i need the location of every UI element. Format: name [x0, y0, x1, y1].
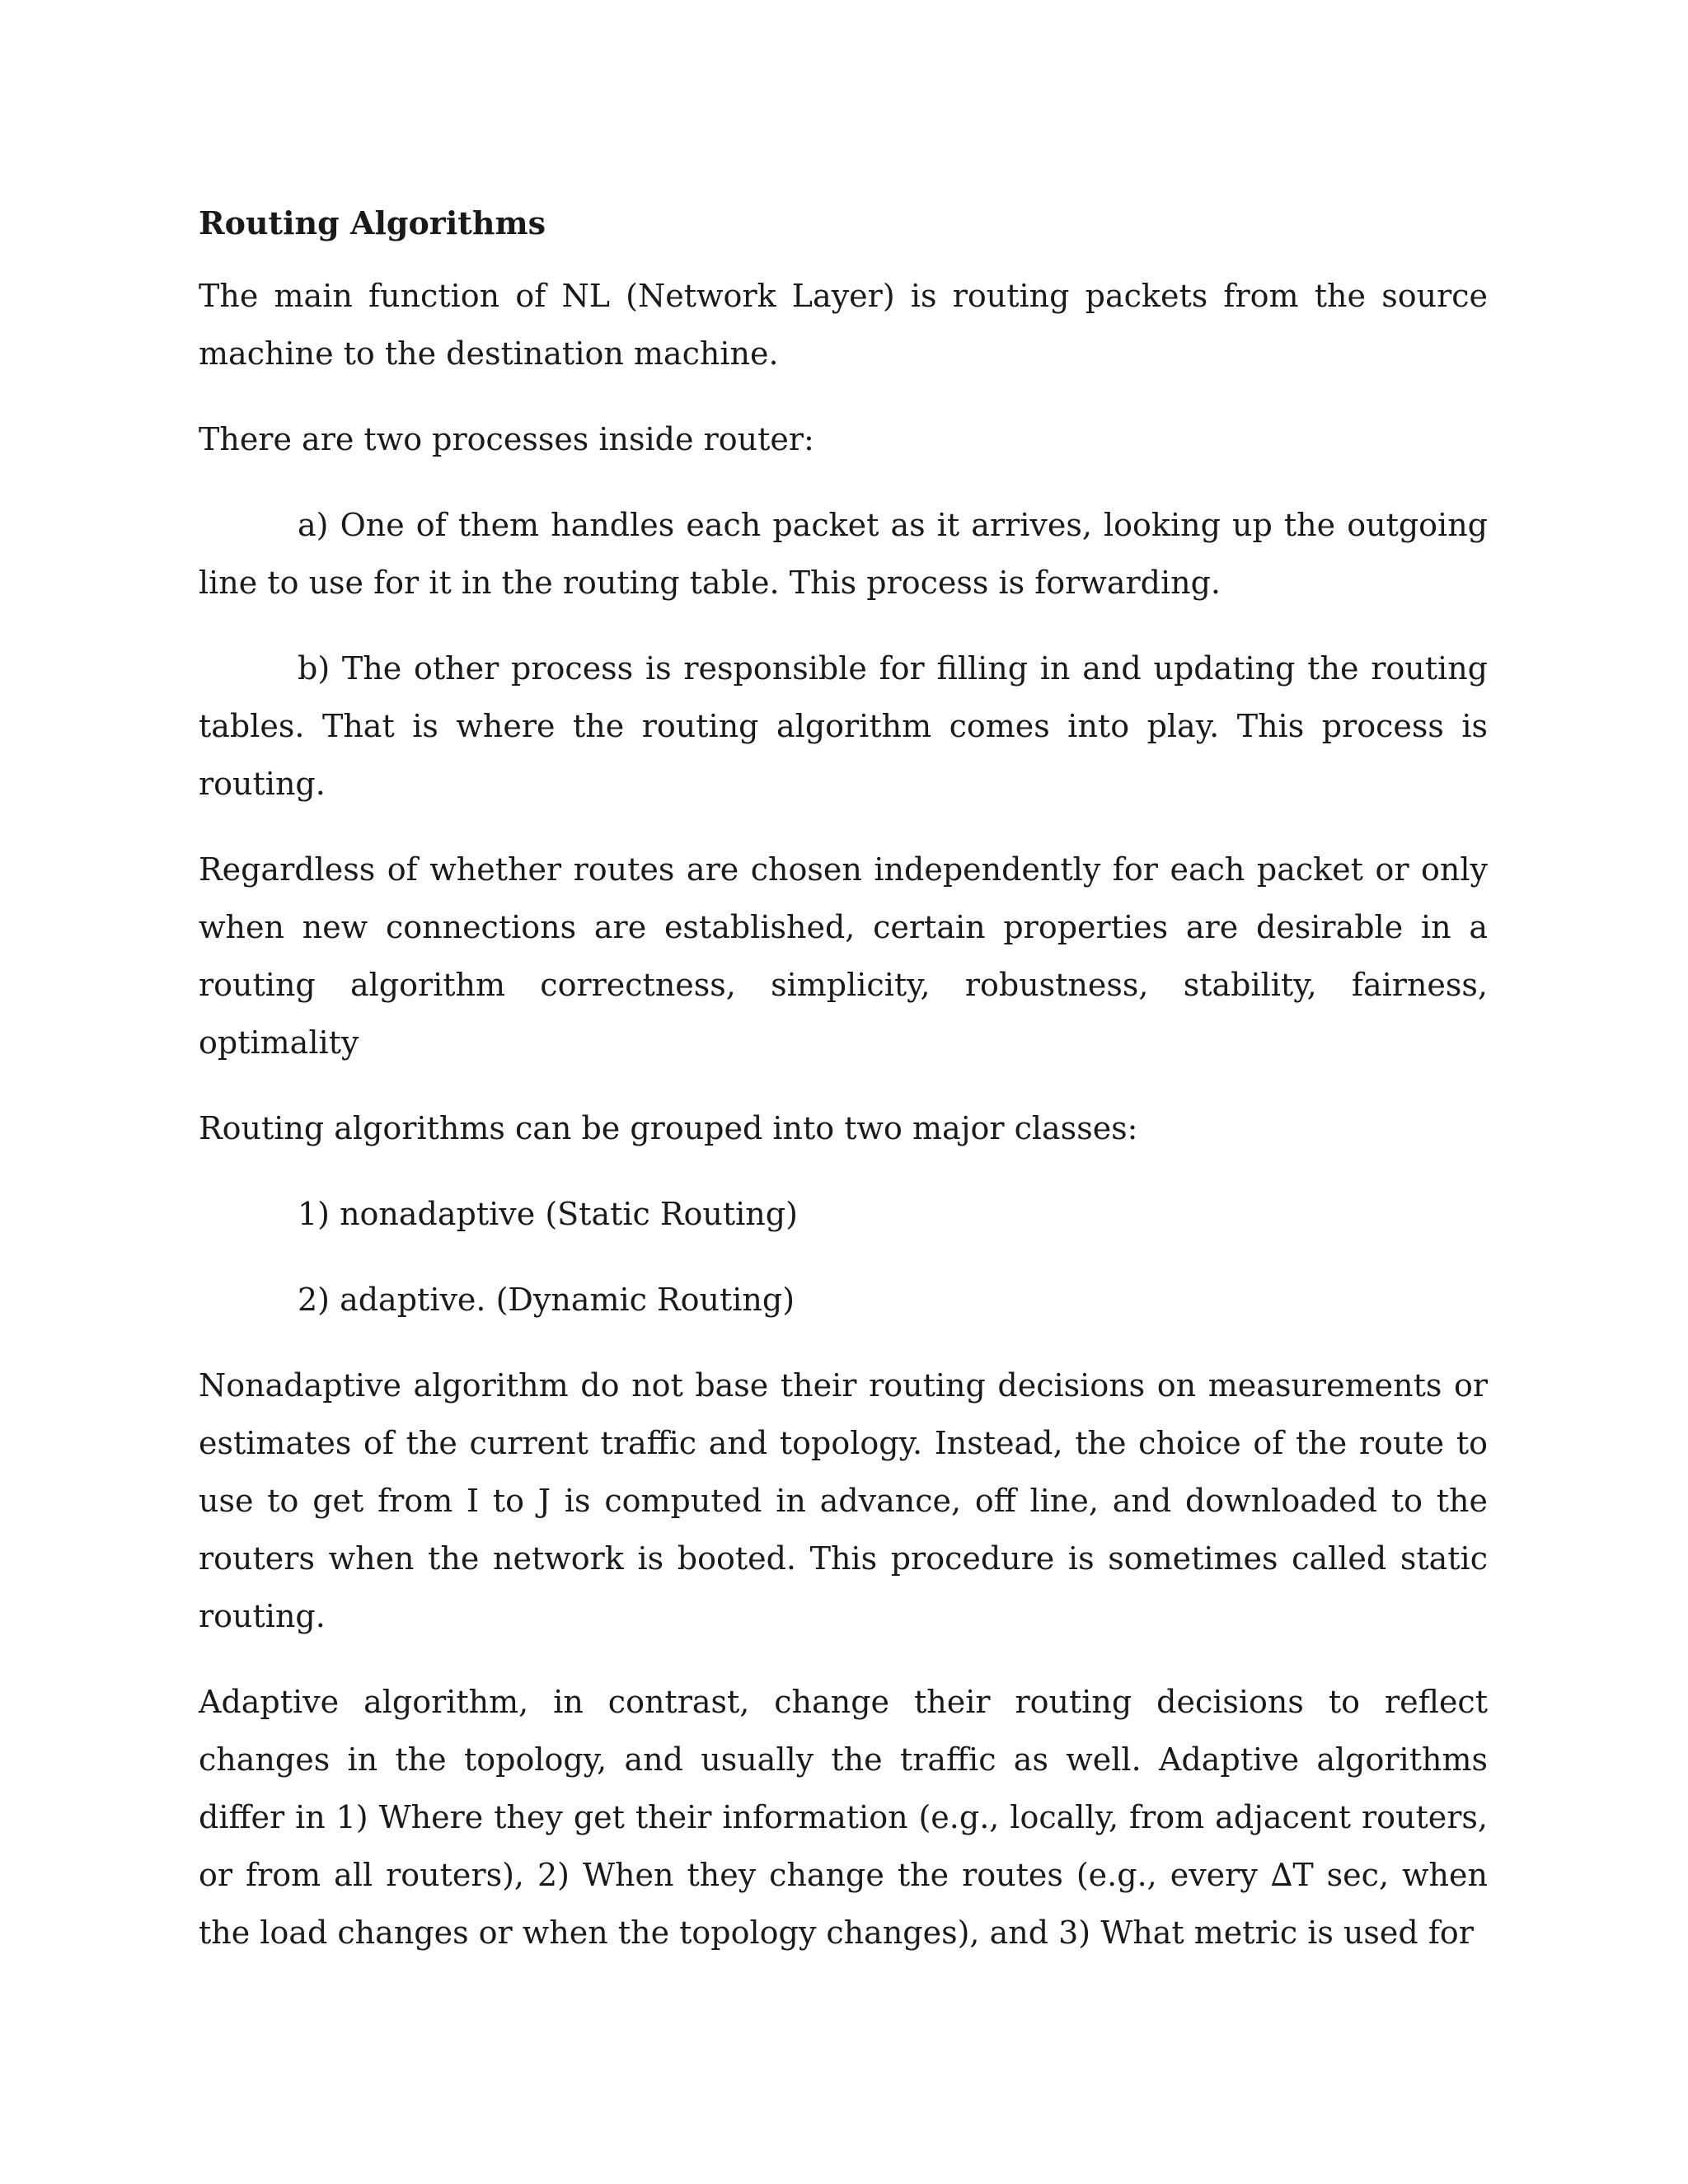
section-heading: Routing Algorithms — [199, 204, 546, 241]
paragraph-routing: b) The other process is responsible for filling in and updating the routing tables. That is where the routing algorithm comes into play. This process is routing. — [199, 650, 1488, 802]
paragraph-desirable-properties: Regardless of whether routes are chosen independently for each packet or only when new connections are established, certain properties are desirable in a routing algorithm correctness, simplicity, robustness, stability, fairness, optimality — [199, 851, 1488, 1061]
document-body — [199, 194, 1488, 1990]
paragraph-nonadaptive: Nonadaptive algorithm do not base their routing decisions on measurements or estimates of the current traffic and topology. Instead, the choice of the route to use to get from I to J is computed in advance, off line, and downloaded to the routers when the network is booted. This procedure is sometimes called static routing. — [199, 1367, 1488, 1634]
list-item-nonadaptive: 1) nonadaptive (Static Routing) — [298, 1196, 798, 1232]
paragraph-network-layer-function: The main function of NL (Network Layer) is routing packets from the source machine to the destination machine. — [199, 278, 1488, 372]
paragraph-adaptive: Adaptive algorithm, in contrast, change their routing decisions to reflect changes in the topology, and usually the traffic as well. Adaptive algorithms differ in 1) Where they get their information (e.g., locally, from adjacent routers, or from all routers), 2) When they change the routes (e.g., every ∆T sec, when the load changes or when the topology changes), and 3) What metric is used for — [199, 1684, 1488, 1951]
list-item-adaptive: 2) adaptive. (Dynamic Routing) — [298, 1282, 795, 1318]
paragraph-forwarding: a) One of them handles each packet as it arrives, looking up the outgoing line to use for it in the routing table. This process is forwarding. — [199, 507, 1488, 601]
paragraph-router-processes-intro: There are two processes inside router: — [199, 421, 814, 457]
paragraph-algorithm-classes: Routing algorithms can be grouped into two major classes: — [199, 1110, 1138, 1146]
